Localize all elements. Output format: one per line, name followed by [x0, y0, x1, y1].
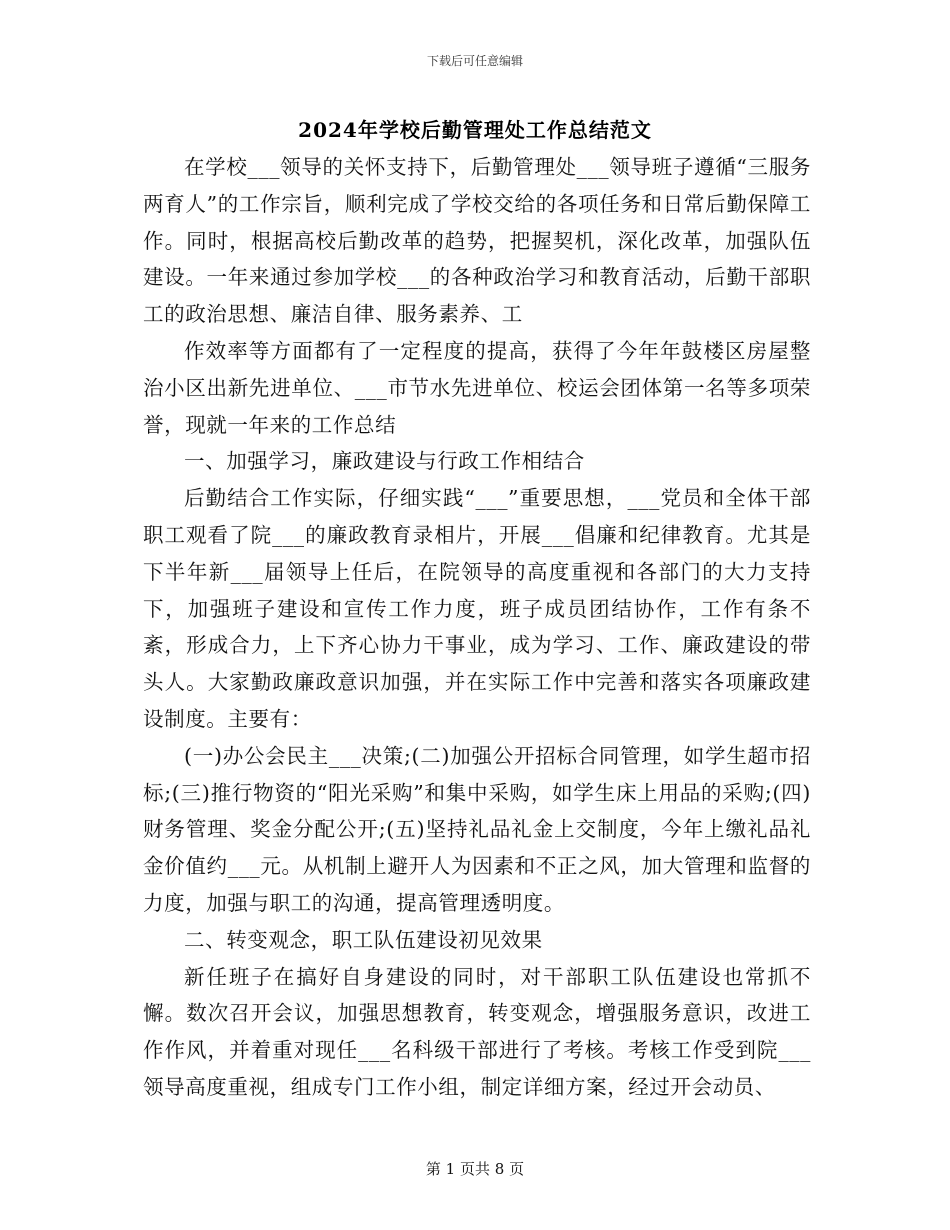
section-heading-1: 一、加强学习，廉政建设与行政工作相结合 [184, 449, 585, 474]
paragraph-intro-continued: 作效率等方面都有了一定程度的提高，获得了今年年鼓楼区房屋整治小区出新先进单位、___市节水先进单位、校运会团体第一名等多项荣誉，现就一年来的工作总结 [143, 338, 811, 437]
section-heading-2: 二、转变观念，职工队伍建设初见效果 [184, 927, 543, 952]
paragraph-intro: 在学校___领导的关怀支持下，后勤管理处___领导班子遵循“三服务两育人”的工作宗旨，顺利完成了学校交给的各项任务和日常后勤保障工作。同时，根据高校后勤改革的趋势，把握契机，深化改革，加强队伍建设。一年来通过参加学校___的各种政治学习和教育活动，后勤干部职工的政治思想、廉洁自律、服务素养、工 [143, 155, 811, 327]
paragraph-section-2: 新任班子在搞好自身建设的同时，对干部职工队伍建设也常抓不懈。数次召开会议，加强思想教育，转变观念，增强服务意识，改进工作作风，并着重对现任___名科级干部进行了考核。考核工作受到院___领导高度重视，组成专门工作小组，制定详细方案，经过开会动员、 [143, 964, 811, 1099]
page-header-note: 下载后可任意编辑 [426, 54, 523, 68]
document-body [143, 149, 811, 1106]
document-title: 2024年学校后勤管理处工作总结范文 [298, 118, 652, 142]
page-number-footer: 第 1 页共 8 页 [425, 1160, 525, 1178]
paragraph-section-1-list: (一)办公会民主___决策;(二)加强公开招标合同管理，如学生超市招标;(三)推行物资的“阳光采购”和集中采购，如学生床上用品的采购;(四)财务管理、奖金分配公开;(五)坚持礼品礼金上交制度，今年上缴礼品礼金价值约___元。从机制上避开人为因素和不正之风，加大管理和监督的力度，加强与职工的沟通，提高管理透明度。 [143, 743, 811, 915]
paragraph-section-1: 后勤结合工作实际，仔细实践“___”重要思想，___党员和全体干部职工观看了院___的廉政教育录相片，开展___倡廉和纪律教育。尤其是下半年新___届领导上任后，在院领导的高度重视和各部门的大力支持下，加强班子建设和宣传工作力度，班子成员团结协作，工作有条不紊，形成合力，上下齐心协力干事业，成为学习、工作、廉政建设的带头人。大家勤政廉政意识加强，并在实际工作中完善和落实各项廉政建设制度。主要有： [143, 486, 811, 731]
